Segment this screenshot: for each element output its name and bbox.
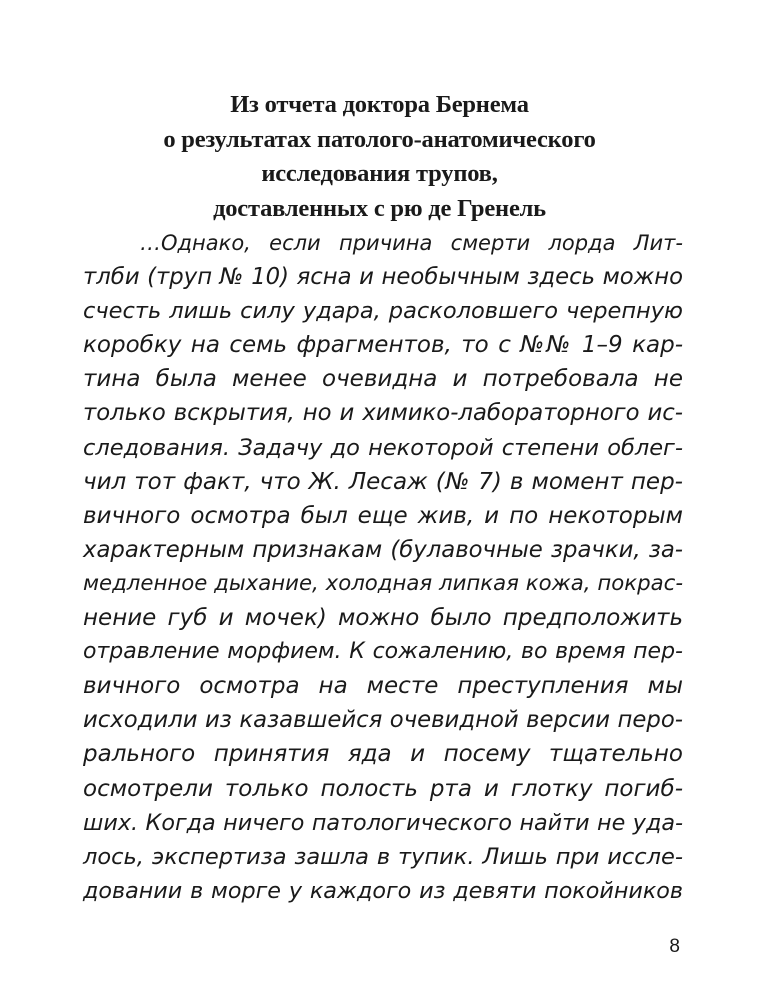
title-line: о результатах патолого-анатомического [163,125,596,153]
text-line: чил тот факт, что Ж. Лесаж (№ 7) в момент пер- [83,468,683,495]
text-line: лось, экспертиза зашла в тупик. Лишь при иссле- [83,843,683,870]
text-line: медленное дыхание, холодная липкая кожа, покрас- [83,570,683,596]
text-line: счесть лишь силу удара, расколовшего черепную [83,298,683,325]
text-line: довании в морге у каждого из девяти покойников [83,877,683,904]
text-line: характерным признакам (булавочные зрачки, за- [83,536,683,563]
text-line: нение губ и мочек) можно было предположить [83,605,683,632]
text-line: …Однако, если причина смерти лорда Лит- [140,231,683,255]
text-line: тина была менее очевидна и потребовала не [83,366,683,393]
text-line: коробку на семь фрагментов, то с №№ 1–9 кар- [83,332,683,359]
title-line: Из отчета доктора Бернема [230,91,529,118]
text-line: ших. Когда ничего патологического найти не уда- [83,809,683,836]
text-line: отравление морфием. К сожалению, во время пер- [83,639,683,665]
text-line: исходили из казавшейся очевидной версии перо- [83,707,683,734]
page-number: 8 [669,936,680,957]
text-line: вичного осмотра был еще жив, и по некоторым [83,502,683,529]
text-line: рального принятия яда и посему тщательно [83,741,683,768]
text-line: вичного осмотра на месте преступления мы [83,673,683,700]
title-line: исследования трупов, [261,160,498,187]
text-line: следования. Задачу до некоторой степени облег- [83,434,683,461]
chapter-title [0,88,759,226]
title-line: доставленных с рю де Гренель [213,194,546,222]
text-line: только вскрытия, но и химико-лабораторного ис- [83,400,683,427]
text-line: тлби (труп № 10) ясна и необычным здесь можно [83,264,683,291]
text-line: осмотрели только полость рта и глотку погиб- [83,775,683,802]
body-text [83,226,683,908]
